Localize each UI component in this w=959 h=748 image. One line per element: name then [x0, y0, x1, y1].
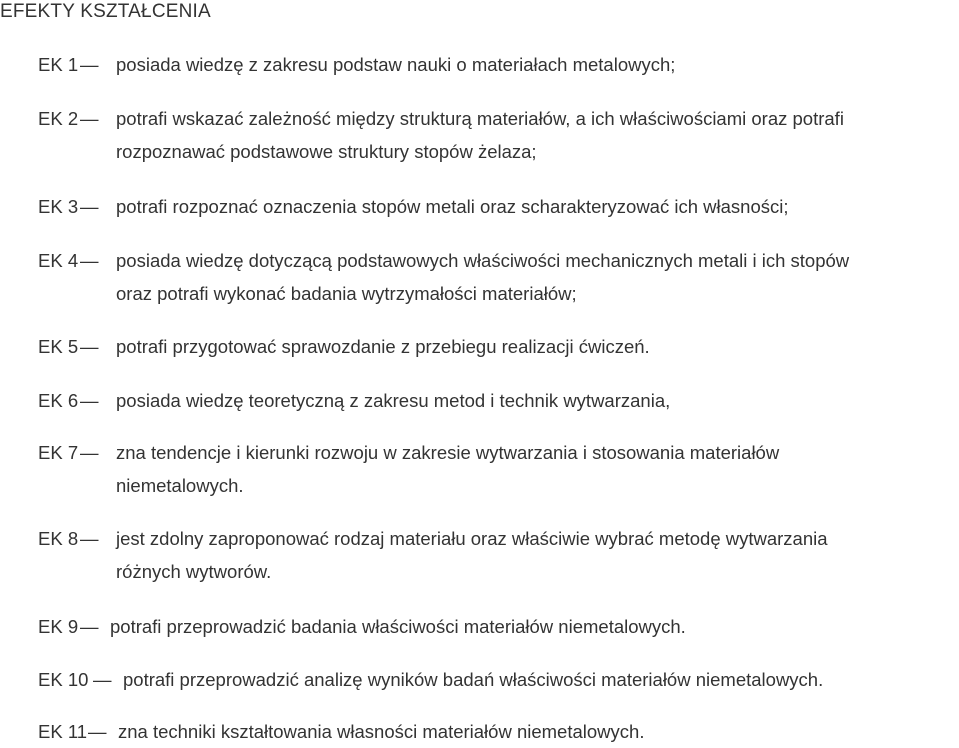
item-dash: —: [80, 442, 99, 463]
item-text-line: różnych wytworów.: [116, 561, 272, 582]
item-text: [116, 48, 675, 81]
item-id: EK 8: [38, 528, 79, 549]
item-dash: —: [80, 336, 99, 357]
item-text-line: potrafi przeprowadzić badania właściwości materiałów niemetalowych.: [110, 616, 686, 637]
item-text-line: posiada wiedzę dotyczącą podstawowych właściwości mechanicznych metali i ich stopów: [116, 250, 850, 271]
item-text-line: jest zdolny zaproponować rodzaj materiału oraz właściwie wybrać metodę wytwarzania: [116, 528, 828, 549]
item-text-line: zna tendencje i kierunki rozwoju w zakresie wytwarzania i stosowania materiałów: [116, 442, 780, 463]
item-dash: —: [80, 528, 99, 549]
item-text-line: potrafi przeprowadzić analizę wyników badań właściwości materiałów niemetalowych.: [123, 669, 824, 690]
item-id: EK 7: [38, 442, 79, 463]
item-text-line: potrafi przygotować sprawozdanie z przebiegu realizacji ćwiczeń.: [116, 336, 650, 357]
item-dash: —: [80, 108, 99, 129]
item-dash: —: [80, 54, 99, 75]
item-id: EK 3: [38, 196, 79, 217]
item-dash: —: [80, 250, 99, 271]
item-dash: —: [80, 196, 99, 217]
item-text: [116, 330, 650, 363]
item-id: EK 1: [38, 54, 79, 75]
item-id: EK 5: [38, 336, 79, 357]
item-text: [123, 663, 823, 696]
item-text-line: rozpoznawać podstawowe struktury stopów żelaza;: [116, 141, 537, 162]
item-text-line: posiada wiedzę teoretyczną z zakresu metod i technik wytwarzania,: [116, 390, 671, 411]
item-text-line: zna techniki kształtowania własności materiałów niemetalowych.: [118, 721, 645, 742]
item-dash: —: [93, 669, 112, 690]
item-dash: —: [80, 616, 99, 637]
item-text-line: niemetalowych.: [116, 475, 244, 496]
item-dash: —: [80, 390, 99, 411]
item-text: [110, 610, 686, 643]
item-text: [116, 102, 844, 168]
item-id: EK 10: [38, 669, 89, 690]
item-id: EK 4: [38, 250, 79, 271]
item-id: EK 11: [38, 721, 88, 742]
item-text: [116, 522, 828, 588]
item-text-line: potrafi rozpoznać oznaczenia stopów metali oraz scharakteryzować ich własności;: [116, 196, 789, 217]
item-text: [116, 244, 849, 310]
item-text-line: posiada wiedzę z zakresu podstaw nauki o materiałach metalowych;: [116, 54, 676, 75]
item-text-line: potrafi wskazać zależność między strukturą materiałów, a ich właściwościami oraz potrafi: [116, 108, 844, 129]
item-id: EK 9: [38, 616, 79, 637]
item-dash: —: [88, 721, 107, 742]
item-id: EK 6: [38, 390, 79, 411]
item-text-line: oraz potrafi wykonać badania wytrzymałości materiałów;: [116, 283, 577, 304]
section-title: EFEKTY KSZTAŁCENIA: [0, 1, 211, 22]
item-text: [116, 190, 788, 223]
item-text: [116, 384, 670, 417]
item-id: EK 2: [38, 108, 79, 129]
item-text: [118, 715, 644, 748]
item-text: [116, 436, 779, 502]
